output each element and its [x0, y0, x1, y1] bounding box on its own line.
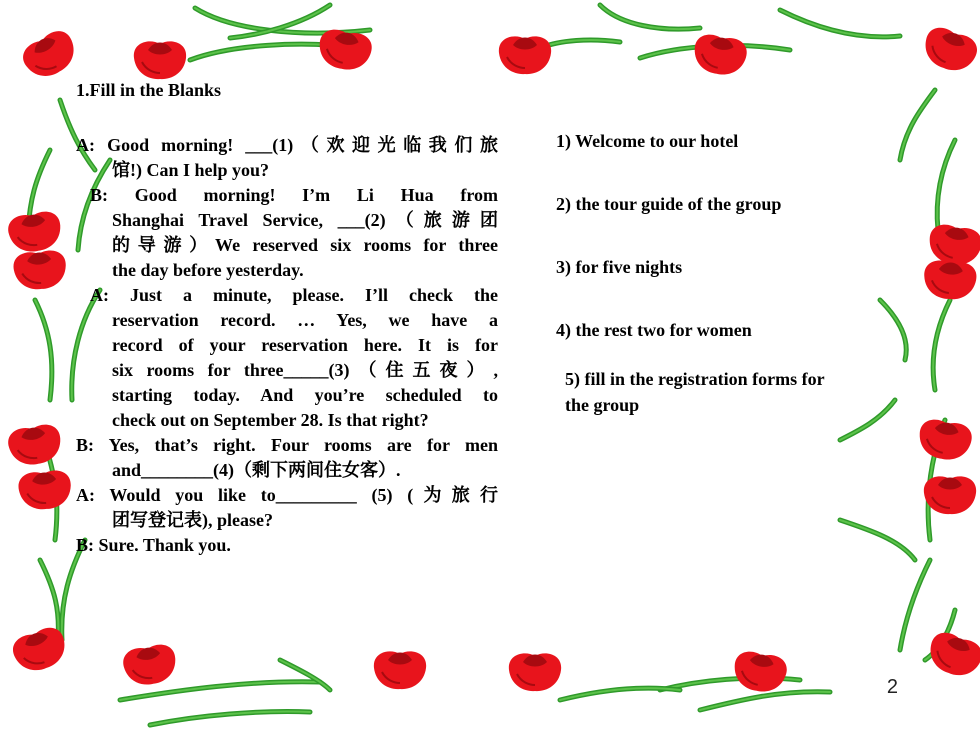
- page-number: 2: [886, 676, 898, 698]
- tulip-icon: [134, 41, 186, 79]
- tulip-icon: [916, 417, 974, 463]
- dialogue-line: B: Yes, that’s right. Four rooms are for men: [76, 435, 498, 455]
- dialogue-line: six rooms for three_____(3)（住五夜）,: [112, 360, 498, 380]
- leaf-icon: [120, 682, 320, 700]
- tulip-icon: [922, 259, 977, 301]
- tulip-icon: [924, 476, 976, 514]
- dialogue-line: Shanghai Travel Service, ___(2)（旅游团: [112, 210, 498, 230]
- dialogue-block: [76, 133, 498, 558]
- leaf-icon: [700, 692, 830, 710]
- tulip-icon: [374, 651, 426, 689]
- leaf-icon: [540, 40, 620, 48]
- dialogue-line: reservation record. … Yes, we have a: [112, 310, 498, 330]
- tulip-icon: [691, 32, 749, 78]
- tulip-icon: [731, 649, 789, 695]
- answer-5: 5) fill in the registration forms for: [565, 369, 825, 389]
- dialogue-line: the day before yesterday.: [112, 260, 304, 280]
- answer-4: 4) the rest two for women: [556, 320, 752, 340]
- dialogue-line: A: Would you like to_________ (5) (为旅行: [76, 485, 498, 505]
- answer-1: 1) Welcome to our hotel: [556, 131, 739, 151]
- dialogue-turn-2: [76, 183, 498, 283]
- tulip-icon: [509, 653, 561, 691]
- dialogue-line: 团写登记表), please?: [112, 510, 273, 530]
- tulip-icon: [12, 249, 67, 291]
- leaf-icon: [840, 400, 895, 440]
- tulip-icon: [17, 469, 72, 511]
- dialogue-line: 馆!) Can I help you?: [112, 160, 270, 180]
- leaf-icon: [840, 520, 915, 560]
- leaf-icon: [35, 300, 52, 400]
- tulip-icon: [6, 422, 64, 468]
- dialogue-line: starting today. And you’re scheduled to: [112, 385, 498, 405]
- dialogue-line: record of your reservation here. It is for: [112, 335, 498, 355]
- leaf-icon: [937, 140, 955, 230]
- dialogue-turn-6: [76, 533, 498, 558]
- tulip-icon: [18, 26, 82, 85]
- dialogue-turn-1: [76, 133, 498, 183]
- dialogue-line: and________(4)（剩下两间住女客）.: [112, 460, 401, 480]
- dialogue-turn-4: [76, 433, 498, 483]
- tulip-icon: [919, 24, 980, 77]
- dialogue-turn-5: [76, 483, 498, 533]
- answer-5-continued: the group: [565, 395, 640, 415]
- leaf-icon: [900, 560, 930, 650]
- dialogue-line: check out on September 28. Is that right?: [112, 410, 429, 430]
- answer-3: 3) for five nights: [556, 257, 683, 277]
- dialogue-line: B: Good morning! I’m Li Hua from: [90, 185, 498, 205]
- tulip-icon: [121, 642, 179, 688]
- page-title: 1.Fill in the Blanks: [76, 80, 222, 100]
- tulip-icon: [6, 209, 64, 255]
- dialogue-line: 的导游）We reserved six rooms for three: [112, 235, 498, 255]
- tulip-icon: [316, 27, 374, 73]
- leaf-icon: [880, 300, 906, 360]
- dialogue-turn-3: [76, 283, 498, 433]
- dialogue-line: A: Just a minute, please. I’ll check the: [90, 285, 498, 305]
- leaf-icon: [900, 90, 935, 160]
- tulip-icon: [924, 629, 980, 682]
- dialogue-line: B: Sure. Thank you.: [76, 535, 231, 555]
- tulip-icon: [499, 36, 551, 74]
- leaf-icon: [780, 10, 900, 37]
- dialogue-line: A: Good morning! ___(1)（欢迎光临我们旅: [76, 135, 498, 155]
- answer-2: 2) the tour guide of the group: [556, 194, 782, 214]
